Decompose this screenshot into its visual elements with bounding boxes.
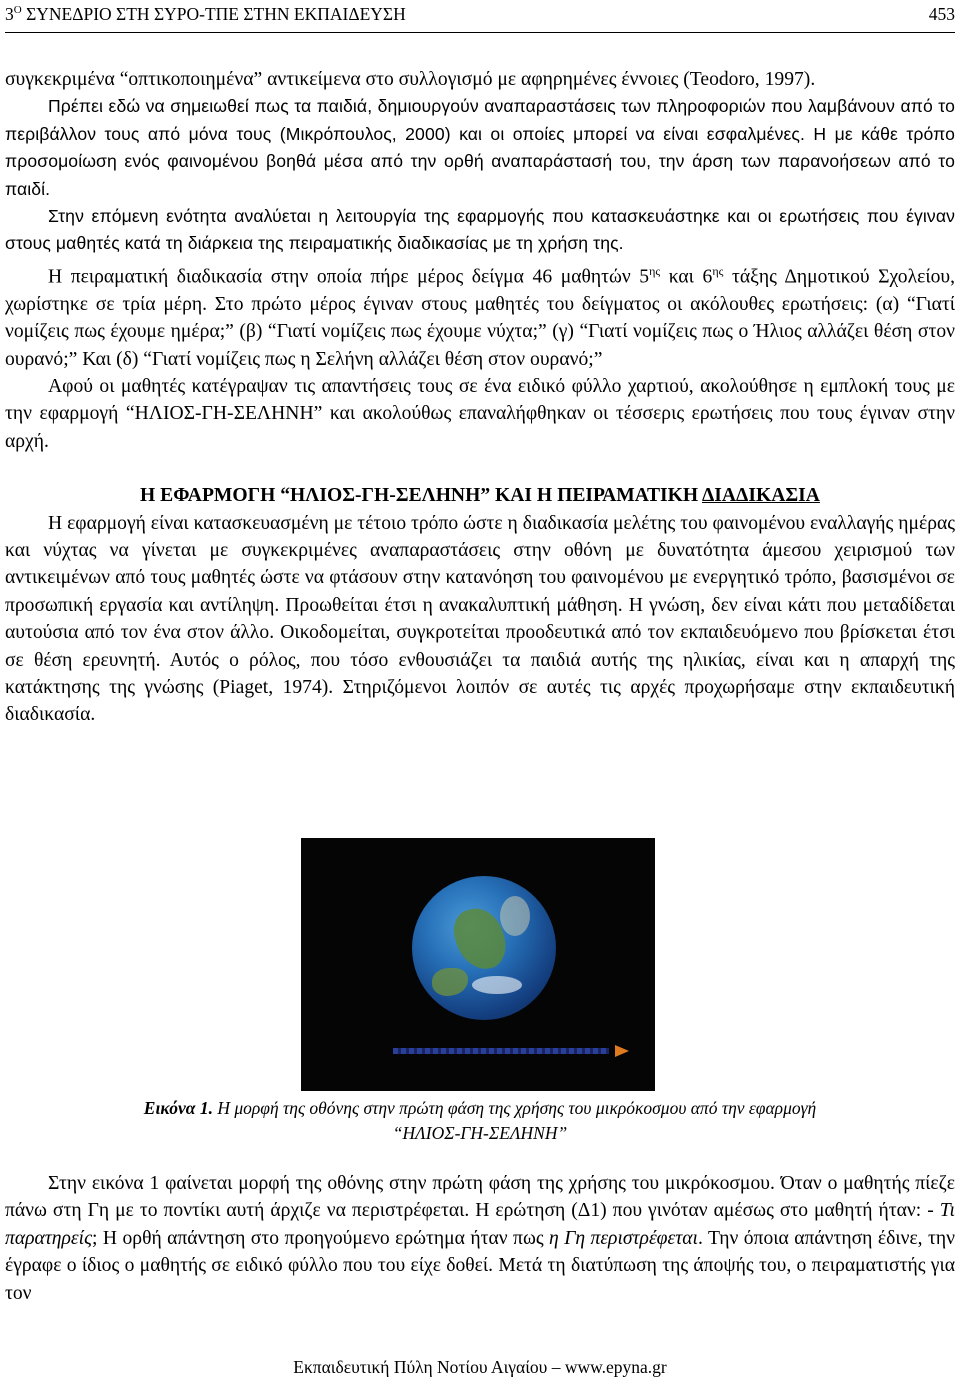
paragraph: Αφού οι μαθητές κατέγραψαν τις απαντήσεις τους σε ένα ειδικό φύλλο χαρτιού, ακολούθησε η εμπλοκή τους με την εφαρμογή “ΗΛΙΟΣ-ΓΗ-ΣΕΛΗΝΗ” και ακολούθως επαναλήφθηκαν οι τέσσερις ερωτήσεις που τους έγιναν στην αρχή. — [5, 376, 955, 452]
status-text-strip — [393, 1048, 609, 1054]
page-footer: Εκπαιδευτική Πύλη Νοτίου Αιγαίου – www.epyna.gr — [293, 1357, 667, 1377]
paragraph: Πρέπει εδώ να σημειωθεί πως τα παιδιά, δημιουργούν αναπαραστάσεις των πληροφοριών που λαμβάνουν από το περιβάλλον τους από μόνα τους (Μικρόπουλος, 2000) και οι οποίες μπορεί να είναι εσφαλμένες. Η με κάθε τρόπο προσομοίωση ενός φαινομένου βοηθά μέσα από την ορθή αναπαράστασή του, την άρση των παρανοήσεων από το παιδί. — [5, 96, 955, 199]
paragraph: Στην επόμενη ενότητα αναλύεται η λειτουργία της εφαρμογής που κατασκευάστηκε και οι ερωτήσεις που έγιναν στους μαθητές κατά τη διάρκεια της πειραματικής διαδικασίας με τη χρήση της. — [5, 206, 955, 254]
paragraph: Στην εικόνα 1 φαίνεται μορφή της οθόνης στην πρώτη φάση της χρήσης του μικρόκοσμου. Όταν ο μαθητής πίεζε πάνω στη Γη με το ποντίκι αυτή άρχιζε να περιστρέφεται. Η ερώτηση (Δ1) που γινόταν αμέσως στο μαθητή ήταν: - Τι παρατηρείς; Η ορθή απάντηση στο προηγούμενο ερώτημα ήταν πως η Γη περιστρέφεται. Την όποια απάντηση έδινε, την έγραφε ο ίδιος ο μαθητής σε ειδικό φύλλο που του είχε δοθεί. Μετά τη διατύπωση της άποψής του, ο πειραματιστής για τον — [5, 1173, 955, 1304]
header-rule — [5, 32, 955, 33]
paragraph: συγκεκριμένα “οπτικοποιημένα” αντικείμενα στο συλλογισμό με αφηρημένες έννοιες (Teodoro, 1997). — [5, 69, 816, 90]
earth-globe — [412, 876, 556, 1020]
paragraph: Η εφαρμογή είναι κατασκευασμένη με τέτοιο τρόπο ώστε η διαδικασία μελέτης του φαινομένου εναλλαγής ημέρας και νύχτας να γίνεται με συγκεκριμένες αναπαραστάσεις στην οθόνη με δυνατότητα άμεσου χειρισμού των αντικειμένων από τους μαθητές ώστε να φτάσουν στην κατανόηση του φαινομένου με ενεργητικό τρόπο, βασισμένοι σε προσωπική εργασία και αντίληψη. Προωθείται έτσι η ανακαλυπτική μάθηση. Η γνώση, δεν είναι κάτι που μεταδίδεται αυτούσια από τον ένα στον άλλο. Οικοδομείται, συγκροτείται προοδευτικά από τον εκπαιδευόμενο που βρίσκεται έτσι σε θέση ερευνητή. Αυτός ο ρόλος, που τόσο ενθουσιάζει τα παιδιά αυτής της ηλικίας, είναι και η απαρχή της κατάκτησης της γνώσης (Piaget, 1974). Στηριζόμενοι λοιπόν σε αυτές τις αρχές προχωρήσαμε στην εκπαιδευτική διαδικασία. — [5, 512, 955, 726]
body-text-continued — [5, 1170, 955, 1307]
arrow-right-icon[interactable] — [615, 1045, 629, 1057]
status-bar — [393, 1047, 629, 1055]
figure-screenshot — [301, 838, 655, 1091]
paragraph: Η πειραματική διαδικασία στην οποία πήρε μέρος δείγμα 46 μαθητών $5^{\eta\varsigma}$ και $6^{\eta\varsigma}$ τάξης Δημοτικού Σχολείου, χωρίστηκε σε τρία μέρη. Στο πρώτο μέρος έγιναν στους μαθητές του δείγματος οι ακόλουθες ερωτήσεις: (α) “Γιατί νομίζεις πως έχουμε ημέρα;” (β) “Γιατί νομίζεις πως έχουμε νύχτα;” (γ) “Γιατί νομίζεις πως ο Ήλιος αλλάζει θέση στον ουρανό;” Και (δ) “Γιατί νομίζεις πως η Σελήνη αλλάζει θέση στον ουρανό;” — [5, 263, 956, 370]
conference-title: $3^O$ ΣΥΝΕΔΡΙΟ ΣΤΗ ΣΥΡΟ-ΤΠΕ ΣΤΗΝ ΕΚΠΑΙΔΕΥΣΗ — [5, 4, 406, 24]
cloud-shape — [500, 896, 530, 936]
page-number: 453 — [928, 4, 955, 24]
cloud-shape — [472, 976, 522, 994]
page-header — [5, 4, 955, 28]
body-text — [5, 66, 955, 729]
section-heading: Η ΕΦΑΡΜΟΓΗ “ΗΛΙΟΣ-ΓΗ-ΣΕΛΗΝΗ” ΚΑΙ Η ΠΕΙΡΑΜΑΤΙΚΗ ΔΙΑΔΙΚΑΣΙΑ — [140, 485, 820, 507]
continent-shape — [432, 968, 468, 996]
figure-caption: Εικόνα 1. Η μορφή της οθόνης στην πρώτη φάση της χρήσης του μικρόκοσμου από την εφαρμογή “ΗΛΙΟΣ-ΓΗ-ΣΕΛΗΝΗ” — [143, 1098, 817, 1143]
